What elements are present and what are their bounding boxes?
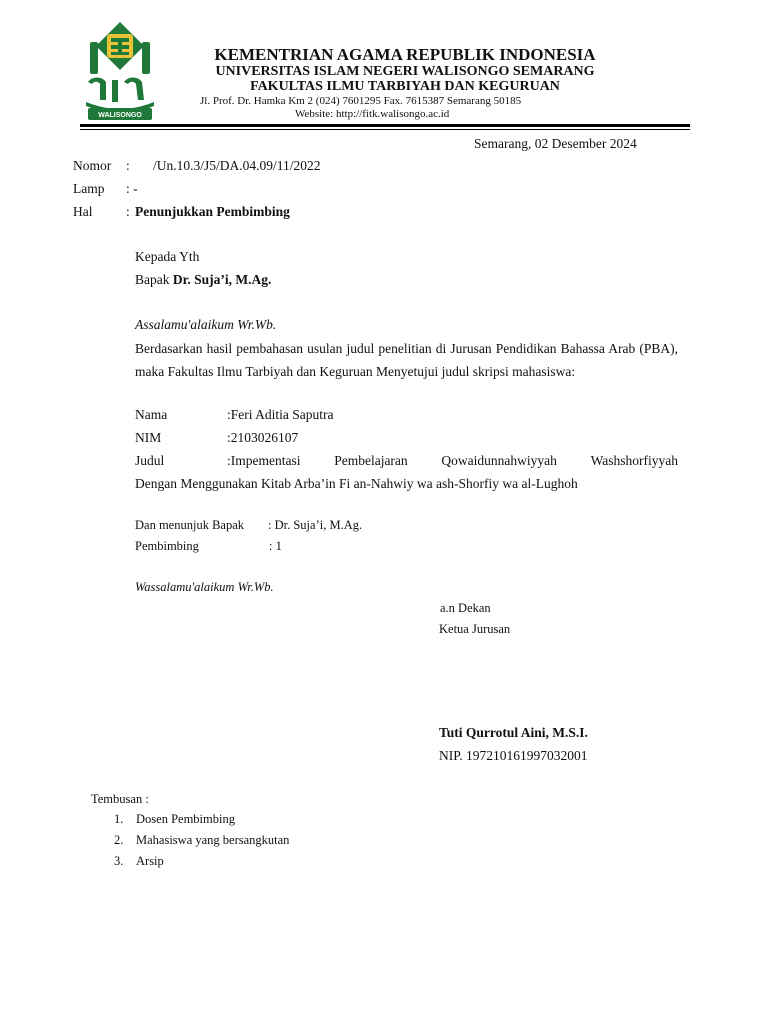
body-paragraph: Berdasarkan hasil pembahasan usulan judul penelitian di Jurusan Pendidikan Bahassa Arab (PBA), maka Fakultas Ilmu Tarbiyah dan Keguruan Menyetujui judul skripsi mahasiswa: xyxy=(135,341,678,379)
pembimbing-label: Pembimbing xyxy=(135,539,199,553)
tembusan-item: Dosen Pembimbing xyxy=(136,812,235,826)
recipient-greeting: Kepada Yth xyxy=(135,249,200,264)
tembusan-num: 1. xyxy=(114,812,124,826)
judul-line1 xyxy=(227,453,678,469)
website-line: Website: http://fitk.walisongo.ac.id xyxy=(295,108,450,120)
ministry-title: KEMENTRIAN AGAMA REPUBLIK INDONESIA xyxy=(214,45,596,64)
signature-nip: NIP. 197210161997032001 xyxy=(439,748,588,763)
tembusan-item: Mahasiswa yang bersangkutan xyxy=(136,833,290,847)
letter-date: Semarang, 02 Desember 2024 xyxy=(474,136,637,151)
tembusan-label: Tembusan : xyxy=(91,792,149,806)
walisongo-logo xyxy=(82,20,158,124)
judul-label: Judul xyxy=(135,453,165,468)
signature-an: a.n Dekan xyxy=(440,601,491,615)
judul-word: Pembelajaran xyxy=(334,453,408,468)
judul-word: :Impementasi xyxy=(227,453,301,468)
hal-sep: : xyxy=(126,204,130,219)
header-rule-thin xyxy=(80,129,690,130)
recipient-name: Dr. Suja’i, M.Ag. xyxy=(172,272,272,287)
nama-value: :Feri Aditia Saputra xyxy=(227,407,334,422)
judul-line2: Dengan Menggunakan Kitab Arba’in Fi an-Nahwiy wa ash-Shorfiy wa al-Lughoh xyxy=(135,476,578,491)
tembusan-num: 3. xyxy=(114,854,124,868)
hal-label: Hal xyxy=(73,204,93,219)
recipient-prefix: Bapak xyxy=(135,272,170,287)
nomor-sep: : xyxy=(126,158,130,173)
hal-value: Penunjukkan Pembimbing xyxy=(135,204,290,219)
appoint-value: : Dr. Suja’i, M.Ag. xyxy=(268,518,363,532)
tembusan-num: 2. xyxy=(114,833,124,847)
signature-title: Ketua Jurusan xyxy=(439,622,511,636)
nomor-label: Nomor xyxy=(73,158,112,173)
lamp-label: Lamp xyxy=(73,181,105,196)
nim-value: :2103026107 xyxy=(227,430,299,445)
logo-text: WALISONGO xyxy=(98,112,142,119)
nim-label: NIM xyxy=(135,430,162,445)
header-rule-thick xyxy=(80,124,690,127)
signature-name: Tuti Qurrotul Aini, M.S.I. xyxy=(439,725,588,740)
judul-word: Washshorfiyyah xyxy=(590,453,678,468)
nama-label: Nama xyxy=(135,407,168,422)
appoint-label: Dan menunjuk Bapak xyxy=(135,518,245,532)
nomor-value: /Un.10.3/J5/DA.04.09/11/2022 xyxy=(153,158,321,173)
salutation: Assalamu'alaikum Wr.Wb. xyxy=(135,317,277,332)
judul-word: Qowaidunnahwiyyah xyxy=(441,453,557,468)
logo-emblem-icon xyxy=(82,20,158,124)
closing: Wassalamu'alaikum Wr.Wb. xyxy=(135,580,274,594)
tembusan-item: Arsip xyxy=(136,854,164,868)
address-line: Jl. Prof. Dr. Hamka Km 2 (024) 7601295 Fax. 7615387 Semarang 50185 xyxy=(200,95,522,107)
university-title: UNIVERSITAS ISLAM NEGERI WALISONGO SEMARANG xyxy=(215,64,595,79)
lamp-value: : - xyxy=(126,181,138,196)
recipient-line xyxy=(135,272,271,288)
pembimbing-value: : 1 xyxy=(269,539,282,553)
faculty-title: FAKULTAS ILMU TARBIYAH DAN KEGURUAN xyxy=(250,79,560,94)
